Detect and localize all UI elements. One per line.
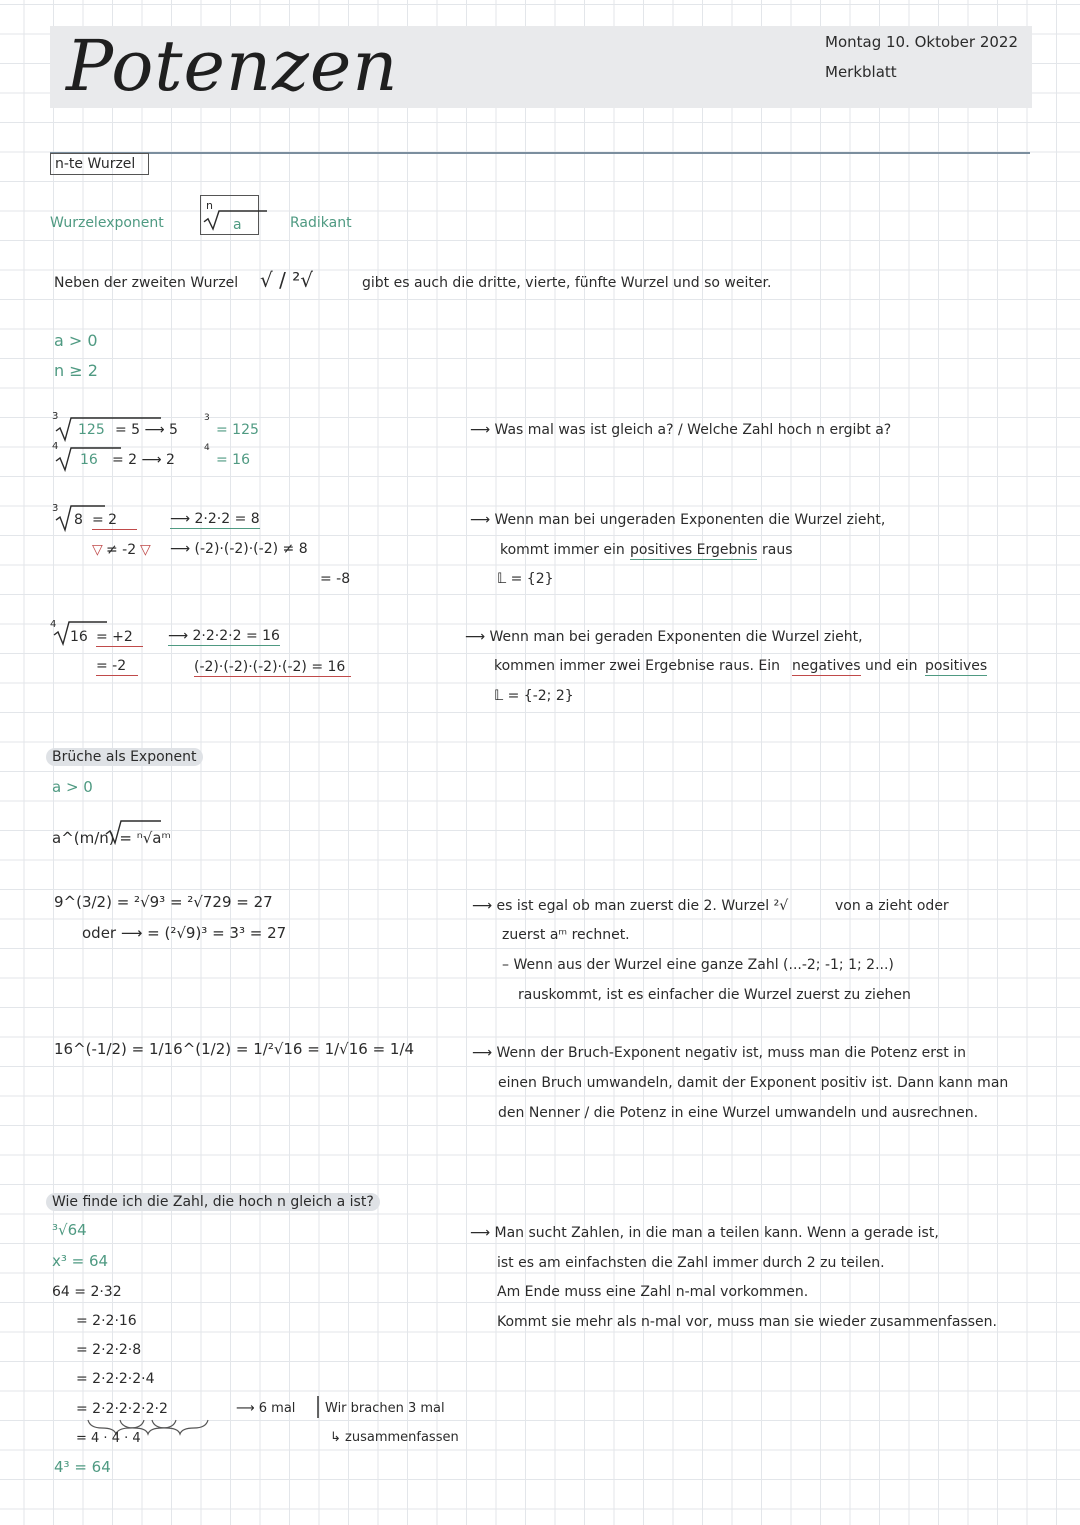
- intro-after: gibt es auch die dritte, vierte, fünfte Wurzel und so weiter.: [362, 275, 772, 291]
- even-note-line2d: positives: [925, 658, 988, 674]
- odd-calc1: ⟶ 2·2·2 = 8: [170, 511, 260, 527]
- fractions-note1-line4: rauskommt, ist es einfacher die Wurzel zuerst zu ziehen: [518, 987, 911, 1003]
- fractions-heading: Brüche als Exponent: [46, 748, 203, 766]
- find-root: ³√64: [52, 1221, 87, 1239]
- even-eq2: = -2: [96, 657, 138, 676]
- even-calc2: (-2)·(-2)·(-2)·(-2) = 16: [194, 658, 351, 677]
- odd-note-line1: ⟶ Wenn man bei ungeraden Exponenten die Wurzel zieht,: [470, 512, 886, 528]
- root-index: n: [206, 199, 213, 212]
- odd-calc2: ⟶ (-2)·(-2)·(-2) ≠ 8: [170, 541, 308, 557]
- ex1-exponent: 3: [204, 413, 210, 423]
- find-step-1: 64 = 2·32: [52, 1284, 122, 1300]
- find-note-line3: Am Ende muss eine Zahl n-mal vorkommen.: [497, 1284, 809, 1300]
- find-note-line2: ist es am einfachsten die Zahl immer durch 2 zu teilen.: [497, 1255, 885, 1271]
- header-date: Montag 10. Oktober 2022: [825, 33, 1019, 51]
- ex2-radicand: 16: [80, 452, 98, 468]
- fractions-note1-line2: zuerst aᵐ rechnet.: [502, 927, 630, 943]
- find-equation: x³ = 64: [52, 1252, 109, 1270]
- ex1-equation: = 5 ⟶ 5: [115, 422, 178, 438]
- nth-root-sign: [204, 211, 267, 229]
- fractions-note2-line3: den Nenner / die Potenz in eine Wurzel umwandeln und ausrechnen.: [498, 1105, 979, 1121]
- find-step-3: = 2·2·2·8: [76, 1342, 142, 1358]
- even-root-sign: [54, 622, 107, 644]
- fractions-rule: a^(m/n) = ⁿ√aᵐ: [52, 829, 171, 847]
- even-index: 4: [50, 619, 57, 630]
- find-combine-1: Wir brachen 3 mal: [325, 1401, 445, 1416]
- fractions-note1-line1a: ⟶ es ist egal ob man zuerst die 2. Wurzel ²√: [472, 898, 789, 914]
- find-step-5: = 2·2·2·2·2·2: [76, 1401, 168, 1417]
- ex2-equation: = 2 ⟶ 2: [112, 452, 175, 468]
- ex1-root-sign: [56, 418, 161, 440]
- fractions-ex1-line2: oder ⟶ = (²√9)³ = 3³ = 27: [82, 924, 287, 942]
- find-step-4: = 2·2·2·2·4: [76, 1371, 155, 1387]
- find-result: 4³ = 64: [54, 1458, 111, 1476]
- even-note-line2b: negatives: [792, 658, 861, 674]
- odd-note-line2b: positives Ergebnis: [630, 542, 758, 558]
- condition-a: a > 0: [54, 331, 98, 350]
- find-heading: Wie finde ich die Zahl, die hoch n gleich a ist?: [46, 1193, 380, 1211]
- page-title: Potenzen: [66, 25, 399, 107]
- odd-equation: = 2: [92, 511, 137, 530]
- even-eq1: = +2: [96, 628, 143, 647]
- root-exponent-label: Wurzelexponent: [50, 215, 164, 231]
- intro-before: Neben der zweiten Wurzel: [54, 275, 239, 291]
- odd-note-line2c: raus: [762, 542, 793, 558]
- odd-radicand: 8: [74, 512, 83, 528]
- find-combine-2: ↳ zusammenfassen: [330, 1430, 459, 1445]
- odd-index: 3: [52, 503, 59, 514]
- ex1-index: 3: [52, 411, 59, 422]
- odd-warning: ≠ -2: [106, 542, 137, 558]
- find-count: ⟶ 6 mal: [236, 1401, 296, 1416]
- fractions-note2-line1: ⟶ Wenn der Bruch-Exponent negativ ist, muss man die Potenz erst in: [472, 1045, 967, 1061]
- ex1-result: = 125: [216, 422, 259, 438]
- find-step-2: = 2·2·16: [76, 1313, 137, 1329]
- header-subtitle: Merkblatt: [825, 63, 897, 81]
- even-solution: 𝕃 = {-2; 2}: [494, 688, 574, 704]
- find-groups: = 4 · 4 · 4: [76, 1431, 141, 1446]
- examples-note: ⟶ Was mal was ist gleich a? / Welche Zahl hoch n ergibt a?: [470, 422, 892, 438]
- condition-n: n ≥ 2: [54, 361, 98, 380]
- ex2-result: = 16: [216, 452, 250, 468]
- root-radicand: a: [233, 217, 242, 233]
- fractions-note1-line3: – Wenn aus der Wurzel eine ganze Zahl (...-2; -1; 1; 2...): [502, 957, 894, 973]
- rule-root-sign: [106, 821, 161, 843]
- radicand-label: Radikant: [290, 215, 352, 231]
- ex2-root-sign: [56, 448, 121, 470]
- even-note-line2c: und ein: [865, 658, 918, 674]
- odd-root-sign: [56, 506, 105, 530]
- fractions-ex1-line1: 9^(3/2) = ²√9³ = ²√729 = 27: [54, 893, 273, 911]
- intro-roots: √ / ²√: [260, 268, 313, 292]
- fractions-condition: a > 0: [52, 778, 93, 796]
- odd-solution: 𝕃 = {2}: [497, 571, 554, 587]
- find-note-line4: Kommt sie mehr als n-mal vor, muss man sie wieder zusammenfassen.: [497, 1314, 997, 1330]
- ex2-exponent: 4: [204, 443, 210, 453]
- fractions-ex2: 16^(-1/2) = 1/16^(1/2) = 1/²√16 = 1/√16 = 1/4: [54, 1040, 415, 1058]
- even-note-line2a: kommen immer zwei Ergebnise raus. Ein: [494, 658, 780, 674]
- find-note-line1: ⟶ Man sucht Zahlen, in die man a teilen kann. Wenn a gerade ist,: [470, 1225, 939, 1241]
- fractions-note2-line2: einen Bruch umwandeln, damit der Exponent positiv ist. Dann kann man: [498, 1075, 1009, 1091]
- even-radicand: 16: [70, 629, 88, 645]
- even-note-line1: ⟶ Wenn man bei geraden Exponenten die Wurzel zieht,: [465, 629, 863, 645]
- even-calc1: ⟶ 2·2·2·2 = 16: [168, 628, 280, 644]
- fractions-note1-line1b: von a zieht oder: [835, 898, 949, 914]
- odd-warning-icon-right: ▽: [140, 542, 151, 558]
- odd-warning-icon: ▽: [92, 542, 103, 558]
- odd-calc3: = -8: [320, 571, 351, 587]
- ex1-radicand: 125: [78, 422, 105, 438]
- odd-note-line2a: kommt immer ein: [500, 542, 625, 558]
- nth-root-heading: n-te Wurzel: [55, 156, 136, 172]
- ex2-index: 4: [52, 441, 59, 452]
